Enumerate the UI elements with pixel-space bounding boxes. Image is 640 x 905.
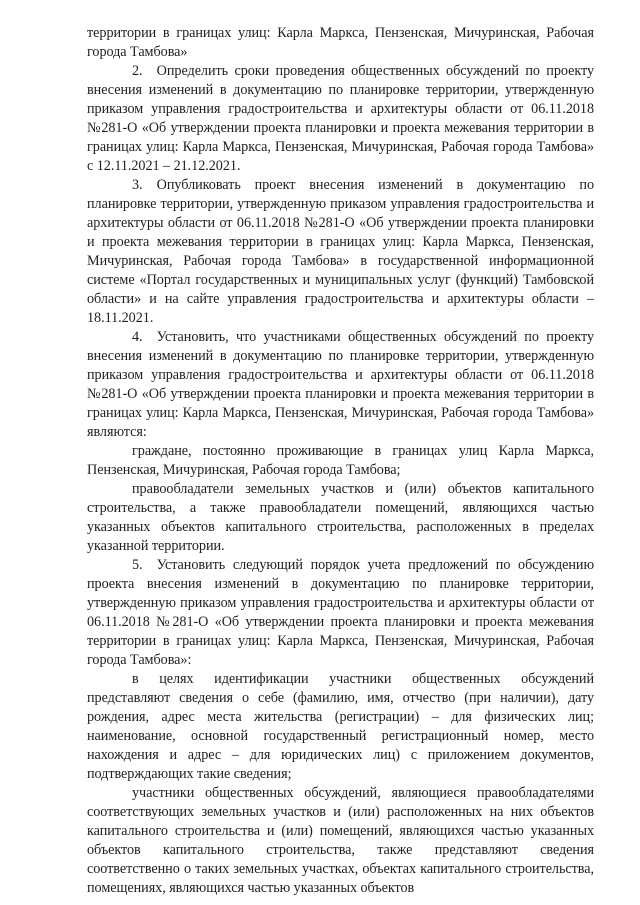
paragraph-item-2: 2. Определить сроки проведения общественных обсуждений по проекту внесения изменений в документацию по планировке территории, утвержденную приказом управления градостроительства и архитектуры области от 06.11.2018 №281-О «Об утверждении проекта планировки и проекта межевания территории в границах улиц: Карла Маркса, Пензенская, Мичуринская, Рабочая города Тамбова» с 12.11.2021 – 21.12.2021. xyxy=(87,63,594,174)
paragraph-item-4: 4. Установить, что участниками общественных обсуждений по проекту внесения изменений в документацию по планировке территории, утвержденную приказом управления градостроительства и архитектуры области от 06.11.2018 №281-О «Об утверждении проекта планировки и проекта межевания территории в границах улиц: Карла Маркса, Пензенская, Мичуринская, Рабочая города Тамбова» являются: xyxy=(87,329,594,440)
paragraph-participants-citizens: граждане, постоянно проживающие в границах улиц Карла Маркса, Пензенская, Мичуринская, Рабочая города Тамбова; xyxy=(87,443,594,478)
paragraph-continuation: территории в границах улиц: Карла Маркса, Пензенская, Мичуринская, Рабочая города Тамбова» xyxy=(87,25,594,60)
paragraph-identification: в целях идентификации участники общественных обсуждений представляют сведения о себе (фамилию, имя, отчество (при наличии), дату рождения, адрес места жительства (регистрации) – для физических лиц; наименование, основной государственный регистрационный номер, место нахождения и адрес – для юридических лиц) с приложением документов, подтверждающих такие сведения; xyxy=(87,671,594,782)
paragraph-item-3: 3. Опубликовать проект внесения изменений в документацию по планировке территории, утвержденную приказом управления градостроительства и архитектуры области от 06.11.2018 №281-О «Об утверждении проекта планировки и проекта межевания территории в границах улиц: Карла Маркса, Пензенская, Мичуринская, Рабочая города Тамбова» в государственной информационной системе «Портал государственных и муниципальных услуг (функций) Тамбовской области» и на сайте управления градостроительства и архитектуры области – 18.11.2021. xyxy=(87,177,594,326)
paragraph-participants-owners: правообладатели земельных участков и (или) объектов капитального строительства, а также правообладатели помещений, являющихся частью указанных объектов капитального строительства, расположенных в пределах указанной территории. xyxy=(87,481,594,554)
paragraph-item-5: 5. Установить следующий порядок учета предложений по обсуждению проекта внесения изменений в документацию по планировке территории, утвержденную приказом управления градостроительства и архитектуры области от 06.11.2018 №281-О «Об утверждении проекта планировки и проекта межевания территории в границах улиц: Карла Маркса, Пензенская, Мичуринская, Рабочая города Тамбова»: xyxy=(87,557,594,668)
paragraph-owner-info: участники общественных обсуждений, являющиеся правообладателями соответствующих земельных участков и (или) расположенных на них объектов капитального строительства и (или) помещений, являющихся частью указанных объектов капитального строительства, также представляют сведения соответственно о таких земельных участках, объектах капитального строительства, помещениях, являющихся частью указанных объектов xyxy=(87,785,594,896)
